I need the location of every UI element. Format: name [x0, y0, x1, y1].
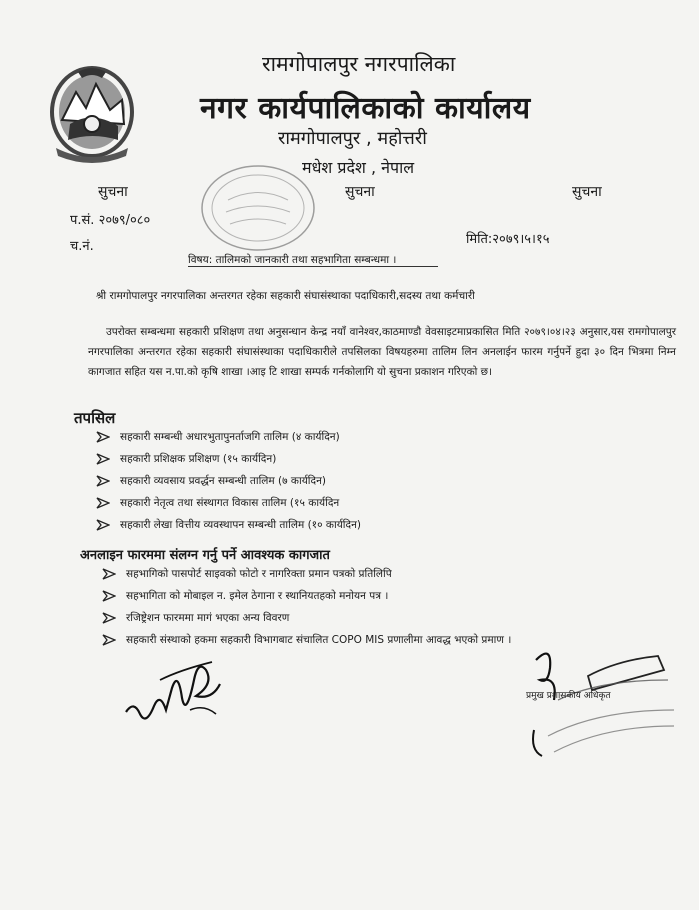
list-item: सहकारी व्यवसाय प्रवर्द्धन सम्बन्धी तालिम (७ कार्यदिन) — [92, 470, 361, 492]
notice-date: मिति:२०७९।५।१५ — [466, 232, 550, 247]
list-item: सहकारी नेतृत्व तथा संस्थागत विकास तालिम (१५ कार्यदिन — [92, 492, 361, 514]
list-item: सहभागिको पासपोर्ट साइवको फोटो र नागरिक्ता प्रमान पत्रको प्रतिलिपि — [98, 563, 511, 585]
arrow-bullet-icon — [96, 453, 110, 465]
notice-label-center: सुचना — [345, 184, 375, 200]
subject-line: विषय: तालिमको जानकारी तथा सहभागिता सम्बन्धमा । — [188, 254, 397, 266]
designation-label: प्रमुख प्रशासकीय अधिकृत — [526, 691, 611, 701]
arrow-bullet-icon — [96, 475, 110, 487]
arrow-bullet-icon — [96, 497, 110, 509]
list-item: रजिष्ट्रेशन फारममा मागं भएका अन्य विवरण — [98, 607, 511, 629]
notice-label-right: सुचना — [572, 184, 602, 200]
letter-number: प.सं. २०७९/०८० — [70, 213, 151, 228]
arrow-bullet-icon — [102, 634, 116, 646]
arrow-bullet-icon — [96, 519, 110, 531]
documents-list — [98, 563, 511, 651]
list-item: सहकारी प्रशिक्षक प्रशिक्षण (१५ कार्यदिन) — [92, 448, 361, 470]
office-name: नगर कार्यपालिकाको कार्यालय — [200, 91, 531, 126]
province-name: मधेश प्रदेश , नेपाल — [302, 158, 415, 177]
body-paragraph: उपरोक्त सम्बन्धमा सहकारी प्रशिक्षण तथा अनुसन्धान केन्द्र नयाँ वानेश्वर,काठमाण्डौ वेवसाइटमाप्रकासित मिति २०७९।०४।२३ अनुसार,यस रामगोपालपुर नगरपालिका अन्तरगत रहेका सहकारी संघासंस्थाका पदाधिकारीले तपसिलका विषयहरुमा तालिम लिन अनलाईन फारम गर्नुपर्ने हुदा ३० दिन भित्रमा निम्न कागजात सहित यस न.पा.को कृषि शाखा ।आइ टि शाखा सम्पर्क गर्नकोलागि यो सुचना प्रकाशन गरिएको छ। — [88, 326, 676, 378]
list-item: सहकारी लेखा वित्तीय व्यवस्थापन सम्बन्धी तालिम (१० कार्यदिन) — [92, 514, 361, 536]
arrow-bullet-icon — [96, 431, 110, 443]
arrow-bullet-icon — [102, 612, 116, 624]
signature-left — [120, 640, 230, 730]
section-heading-schedule: तपसिल — [74, 409, 116, 427]
arrow-bullet-icon — [102, 590, 116, 602]
nepal-emblem-icon — [48, 62, 136, 164]
notice-label-left: सुचना — [98, 184, 128, 200]
list-item: सहकारी संस्थाको हकमा सहकारी विभागबाट संचालित COPO MIS प्रणालीमा आवद्ध भएको प्रमाण । — [98, 629, 511, 651]
arrow-bullet-icon — [102, 568, 116, 580]
dispatch-number: च.नं. — [70, 239, 94, 254]
salutation: श्री रामगोपालपुर नगरपालिका अन्तरगत रहेका सहकारी संघासंस्थाका पदाधिकारी,सदस्य तथा कर्मचारी — [96, 290, 475, 302]
office-address: रामगोपालपुर , महोत्तरी — [278, 128, 427, 149]
training-list — [92, 426, 361, 536]
list-item: सहभागिता को मोबाइल न. इमेल ठेगाना र स्थानियतहको मनोयन पत्र । — [98, 585, 511, 607]
office-stamp-icon — [198, 160, 318, 255]
subject-underline — [188, 266, 438, 267]
section-heading-documents: अनलाइन फारममा संलग्न गर्नु पर्ने आवश्यक कागजात — [80, 548, 330, 563]
list-item: सहकारी सम्बन्धी अधारभुतापुनर्ताजगि तालिम (४ कार्यदिन) — [92, 426, 361, 448]
municipality-name: रामगोपालपुर नगरपालिका — [262, 52, 456, 76]
